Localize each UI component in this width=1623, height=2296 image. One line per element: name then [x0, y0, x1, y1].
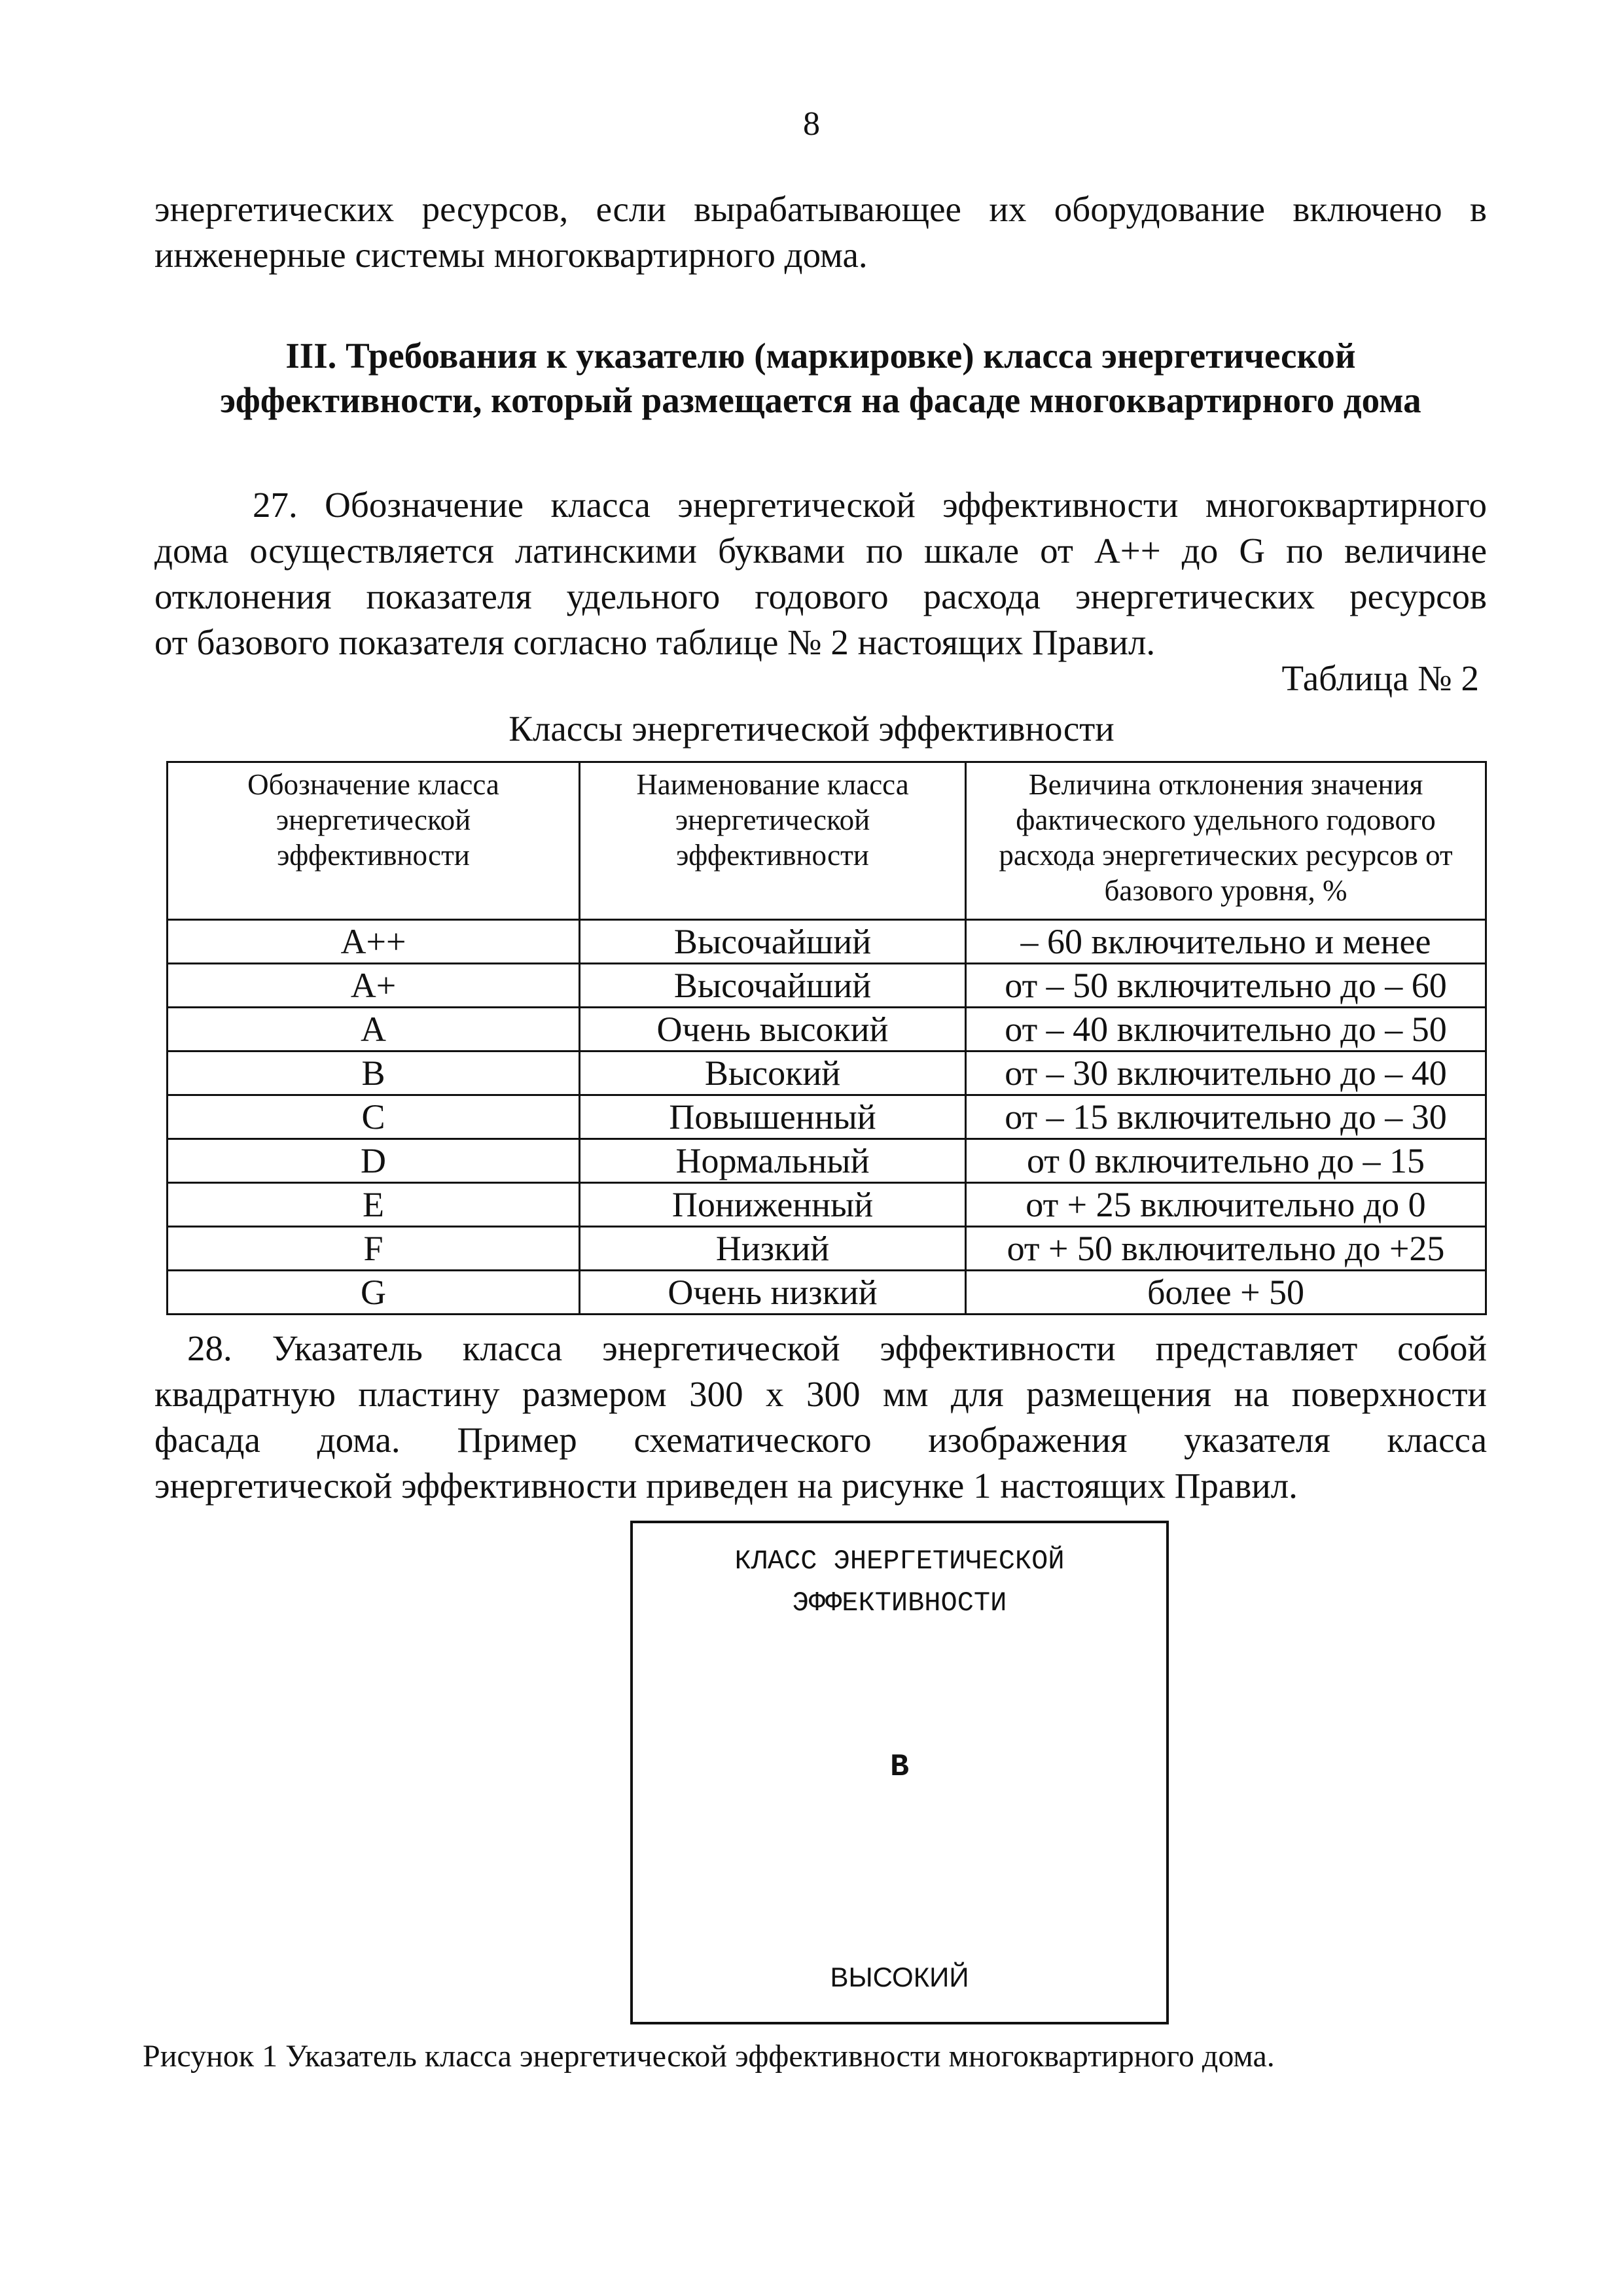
table-cell: C [168, 1095, 580, 1139]
text-line: энергетической эффективности приведен на рисунке 1 настоящих Правил. [154, 1466, 1298, 1506]
table-cell: Очень высокий [580, 1008, 966, 1051]
sign-title-line: ЭФФЕКТИВНОСТИ [792, 1587, 1007, 1619]
table-cell: Нормальный [580, 1139, 966, 1183]
sign-title [633, 1540, 1166, 1624]
text-line: энергетических ресурсов, если вырабатывающее их оборудование включено в [154, 189, 1487, 229]
header-cell: Обозначение класса энергетической эффективности [168, 762, 580, 920]
table-number: Таблица № 2 [1281, 658, 1479, 698]
section-heading [154, 334, 1487, 423]
text-line: фасада дома. Пример схематического изображения указателя класса [154, 1420, 1487, 1460]
table-cell: F [168, 1227, 580, 1271]
sign-class-name: ВЫСОКИЙ [830, 1962, 969, 1992]
text-line: 27. Обозначение класса энергетической эффективности многоквартирного [253, 485, 1487, 525]
text-line: инженерные системы многоквартирного дома. [154, 235, 868, 275]
table-row [168, 920, 1486, 964]
paragraph-27 [154, 482, 1487, 665]
table-cell: от 0 включительно до – 15 [966, 1139, 1486, 1183]
table-row [168, 1183, 1486, 1227]
header-cell: Наименование класса энергетической эффективности [580, 762, 966, 920]
table-row [168, 1227, 1486, 1271]
text-line: 28. Указатель класса энергетической эффективности представляет собой [187, 1328, 1487, 1368]
table-cell: Высочайший [580, 964, 966, 1008]
table-cell: Высочайший [580, 920, 966, 964]
table-cell: Высокий [580, 1051, 966, 1095]
figure-caption: Рисунок 1 Указатель класса энергетической эффективности многоквартирного дома. [143, 2039, 1275, 2074]
table-cell: – 60 включительно и менее [966, 920, 1486, 964]
intro-paragraph [154, 186, 1487, 278]
table-cell: G [168, 1271, 580, 1315]
heading-line: III. Требования к указателю (маркировке) класса энергетической [285, 336, 1356, 376]
text-line: дома осуществляется латинскими буквами по шкале от A++ до G по величине [154, 531, 1487, 571]
table-row [168, 1271, 1486, 1315]
sign-class-letter: B [890, 1750, 909, 1785]
table-cell: от + 25 включительно до 0 [966, 1183, 1486, 1227]
table-title: Классы энергетической эффективности [508, 709, 1115, 749]
text-line: от базового показателя согласно таблице № 2 настоящих Правил. [154, 622, 1156, 662]
table-cell: A++ [168, 920, 580, 964]
table-cell: Повышенный [580, 1095, 966, 1139]
table-cell: от – 30 включительно до – 40 [966, 1051, 1486, 1095]
table-cell: E [168, 1183, 580, 1227]
table-cell: Низкий [580, 1227, 966, 1271]
table-cell: A [168, 1008, 580, 1051]
table-cell: Очень низкий [580, 1271, 966, 1315]
table-row [168, 964, 1486, 1008]
table-row [168, 1051, 1486, 1095]
table-cell: от – 15 включительно до – 30 [966, 1095, 1486, 1139]
heading-line: эффективности, который размещается на фасаде многоквартирного дома [220, 380, 1421, 420]
paragraph-28 [154, 1326, 1487, 1509]
table-cell: более + 50 [966, 1271, 1486, 1315]
table-row [168, 1095, 1486, 1139]
table-cell: B [168, 1051, 580, 1095]
header-cell: Величина отклонения значения фактического удельного годового расхода энергетических ресурсов от базового уровня, % [966, 762, 1486, 920]
table-cell: D [168, 1139, 580, 1183]
table-row [168, 1139, 1486, 1183]
sign-title-line: КЛАСС ЭНЕРГЕТИЧЕСКОЙ [734, 1545, 1065, 1577]
text-line: квадратную пластину размером 300 х 300 мм для размещения на поверхности [154, 1374, 1487, 1414]
table-row [168, 1008, 1486, 1051]
table-cell: от – 40 включительно до – 50 [966, 1008, 1486, 1051]
energy-class-table [166, 761, 1487, 1315]
table-cell: от + 50 включительно до +25 [966, 1227, 1486, 1271]
text-line: отклонения показателя удельного годового расхода энергетических ресурсов [154, 576, 1487, 616]
energy-class-sign-figure [630, 1521, 1169, 2024]
table-cell: A+ [168, 964, 580, 1008]
table-cell: от – 50 включительно до – 60 [966, 964, 1486, 1008]
table-cell: Пониженный [580, 1183, 966, 1227]
page-number: 8 [803, 105, 820, 143]
table-header-row [168, 762, 1486, 920]
